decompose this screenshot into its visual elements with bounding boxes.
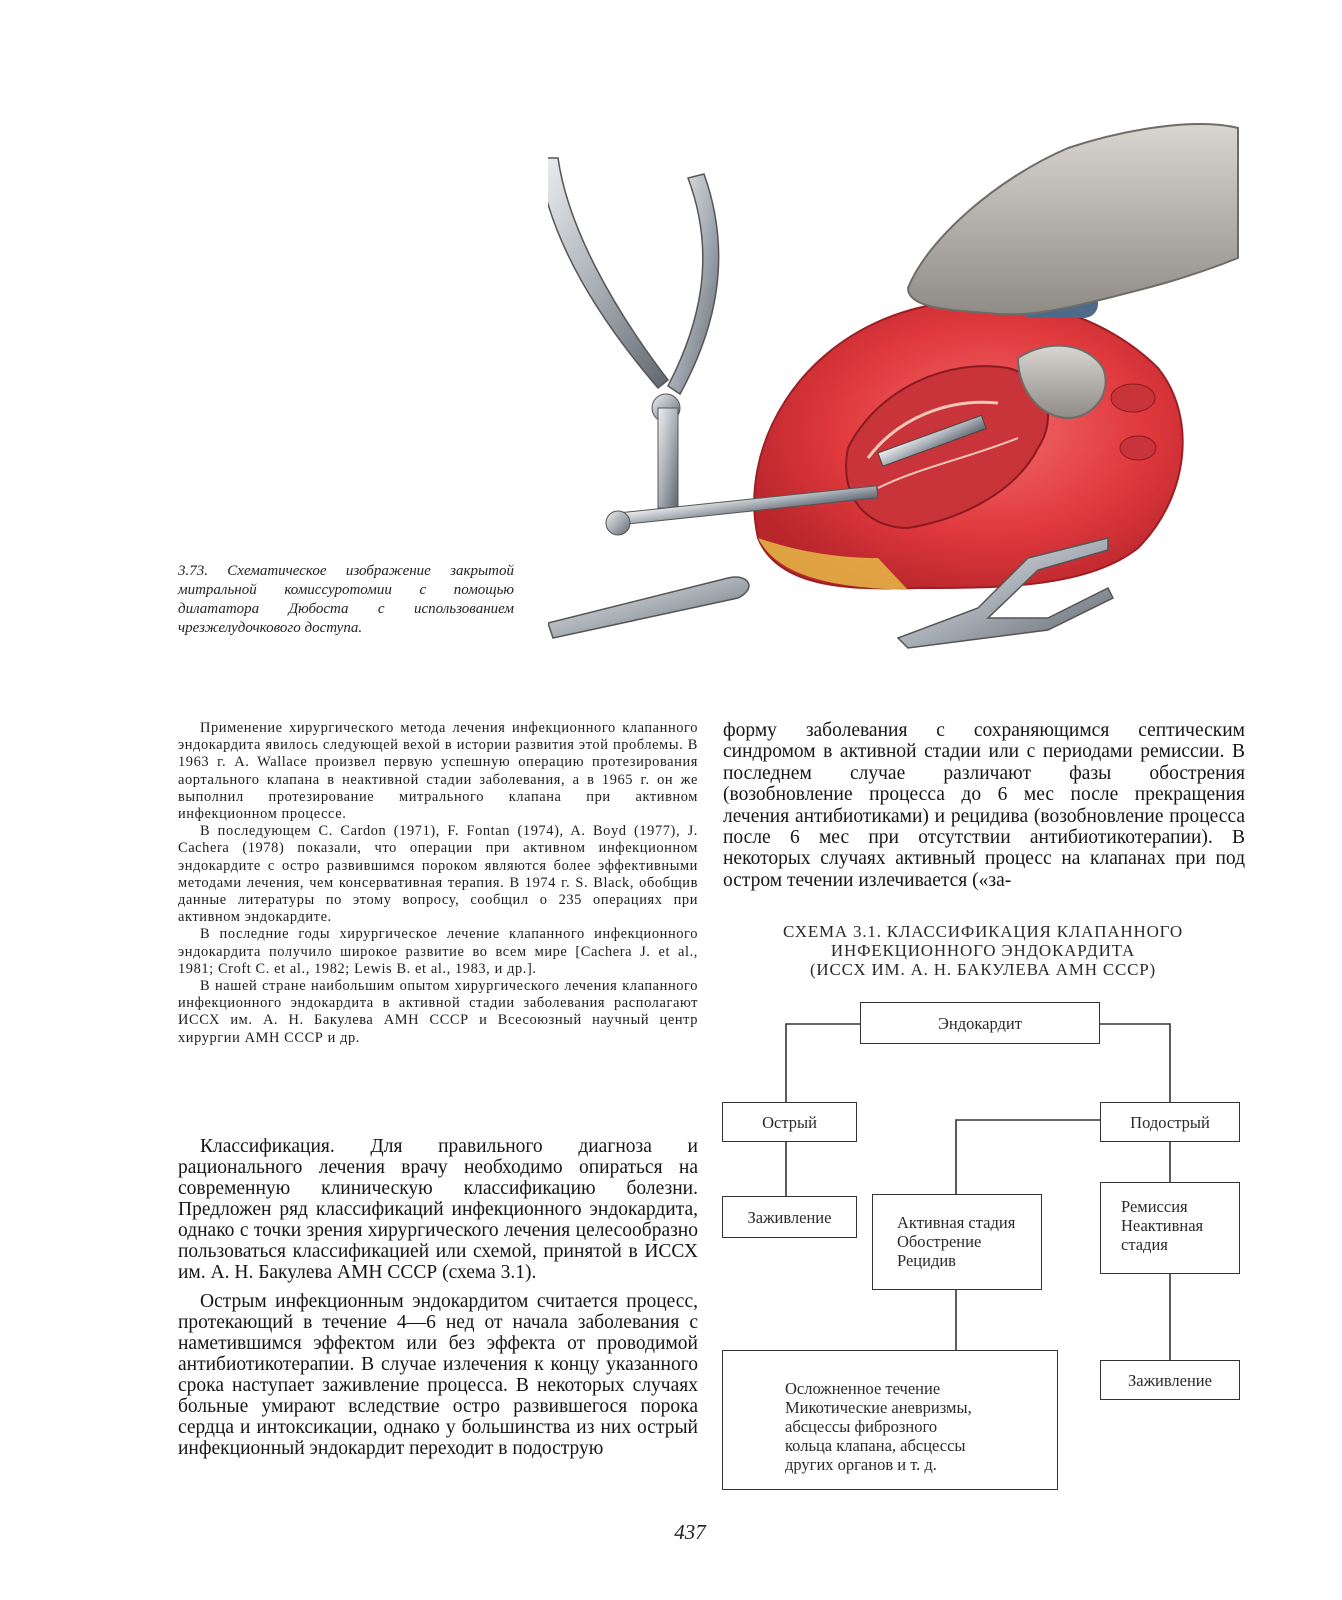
body-paragraph: форму заболевания с сохраняющимся септическим синдромом в активной стадии или с периодами ремиссии. В последнем случае различают фазы обострения (возобновление процесса до 6 мес после прекращения лечения антибиотиками) и рецидива (возобновление процесса после 6 мес при отсутствии антибиотикотерапии). В некоторых случаях активный процесс на клапанах при под остром течении излечивается («за- <box>723 720 1245 891</box>
glove-shape <box>908 124 1238 314</box>
node-label: стадия <box>1121 1235 1168 1254</box>
scheme-title <box>718 922 1248 979</box>
node-label: Осложненное течение <box>785 1379 941 1398</box>
body-paragraph: Классификация. Для правильного диагноза и рационального лечения врачу необходимо опираться на современную клиническую классификацию болезни. Предложен ряд классификаций инфекционного эндокардита, однако с точки зрения хирургического лечения целесообразно пользоваться классификацией или схемой, принятой в ИССХ им. А. Н. Бакулева АМН СССР (схема 3.1). <box>178 1136 698 1283</box>
node-label: Микотические аневризмы, <box>785 1398 972 1417</box>
scheme-title-line: СХЕМА 3.1. КЛАССИФИКАЦИЯ КЛАПАННОГО <box>783 922 1183 941</box>
classification-diagram <box>716 990 1256 1510</box>
surgical-illustration <box>548 118 1248 688</box>
dilator-tip <box>548 577 749 638</box>
node-healing-right <box>1100 1360 1240 1400</box>
node-label: Обострение <box>897 1232 982 1251</box>
node-label: Эндокардит <box>938 1013 1022 1033</box>
node-active-stage <box>872 1194 1042 1290</box>
small-paragraph: В последующем С. Cardon (1971), F. Fontan (1974), A. Boyd (1977), J. Cachera (1978) показали, что операции при активном инфекционном эндокардите с остро развившимся пороком являются более эффективными методами лечения, чем консервативная терапия. В 1974 г. S. Black, обобщив данные литературы по этому вопросу, сообщил о 235 операциях при активном эндокардите. <box>178 823 698 926</box>
node-label: абсцессы фиброзного <box>785 1417 938 1436</box>
node-remission <box>1100 1182 1240 1274</box>
node-label: Ремиссия <box>1121 1197 1188 1216</box>
figure-caption: 3.73. Схематическое изображение закрытой митральной комиссуротомии с помощью дилататора Дюбоста с использованием чрезжелудочкового доступа. <box>178 563 514 636</box>
node-label: Подострый <box>1130 1112 1210 1132</box>
small-paragraph: Применение хирургического метода лечения инфекционного клапанного эндокардита явилось следующей вехой в истории развития этой проблемы. В 1963 г. A. Wallace произвел первую успешную операцию протезирования аортального клапана в неактивной стадии заболевания, а в 1965 г. он же выполнил протезирование митрального клапана при активном инфекционном процессе. <box>178 720 698 823</box>
small-paragraph: В нашей стране наибольшим опытом хирургического лечения клапанного инфекционного эндокардита в активной стадии заболевания располагают ИССХ им. А. Н. Бакулева АМН СССР и Всесоюзный научный центр хирургии АМН СССР и др. <box>178 978 698 1046</box>
body-paragraph: Острым инфекционным эндокардитом считается процесс, протекающий в течение 4—6 нед от начала заболевания с наметившимся эффектом или без эффекта от проводимой антибиотикотерапии. В случае излечения к концу указанного срока наступает заживление процесса. В некоторых случаях больные умирают вследствие остро развившегося порока сердца и интоксикации, однако у большинства из них острый инфекционный эндокардит переходит в подострую <box>178 1291 698 1459</box>
node-label: кольца клапана, абсцессы <box>785 1436 966 1455</box>
node-acute <box>722 1102 857 1142</box>
node-label: Острый <box>762 1112 817 1132</box>
node-subacute <box>1100 1102 1240 1142</box>
scheme-title-line: ИНФЕКЦИОННОГО ЭНДОКАРДИТА <box>830 941 1136 960</box>
node-label: Рецидив <box>897 1251 956 1270</box>
node-label: Заживление <box>1128 1370 1212 1390</box>
main-text-column <box>178 1136 698 1467</box>
node-endocarditis <box>860 1002 1100 1044</box>
node-complicated <box>722 1350 1058 1490</box>
small-paragraph: В последние годы хирургическое лечение клапанного инфекционного эндокардита получило широкое развитие во всем мире [Cachera J. et al., 1981; Croft C. et al., 1982; Lewis B. et al., 1983, и др.]. <box>178 926 698 977</box>
node-healing-left <box>722 1196 857 1238</box>
node-label: Активная стадия <box>897 1213 1016 1232</box>
right-text-column <box>723 720 1245 891</box>
node-label: Неактивная <box>1121 1216 1204 1235</box>
small-text-column <box>178 720 698 1047</box>
scheme-title-line: (ИССХ ИМ. А. Н. БАКУЛЕВА АМН СССР) <box>809 960 1157 979</box>
page-number: 437 <box>674 1520 706 1544</box>
node-label: Заживление <box>747 1207 832 1227</box>
node-label: других органов и т. д. <box>785 1455 937 1474</box>
